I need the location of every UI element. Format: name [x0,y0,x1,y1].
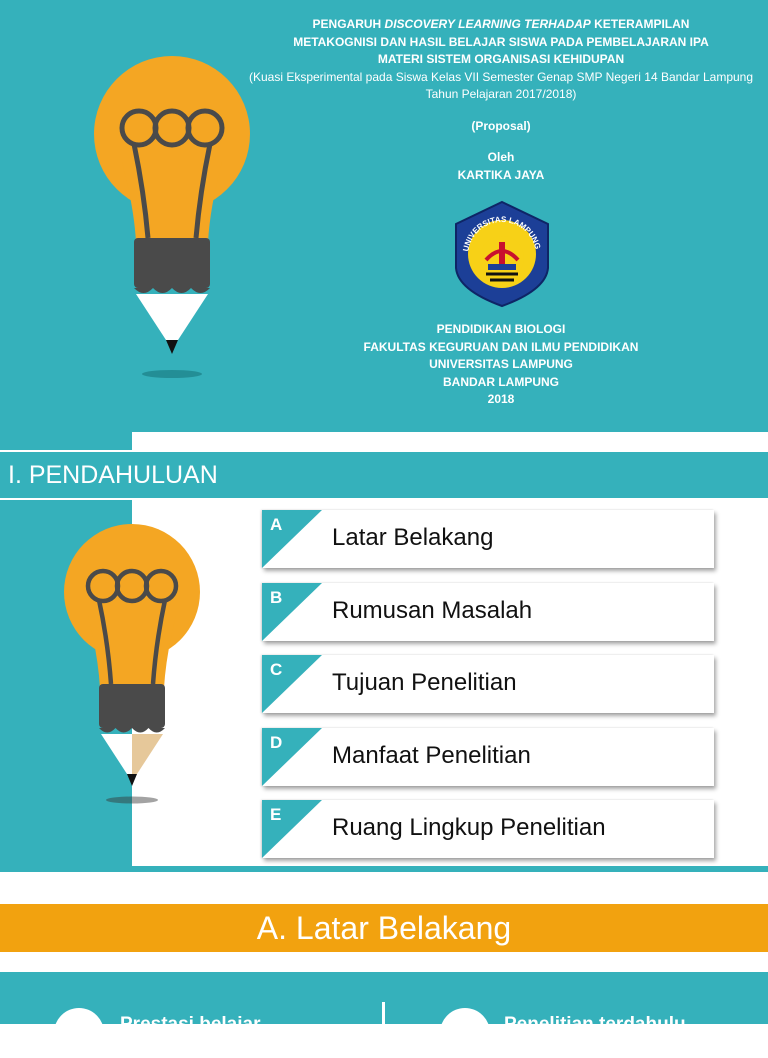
next-slide-partial [0,972,768,1035]
menu-item-label: Latar Belakang [332,524,494,551]
cover-title-block [236,16,766,184]
menu-item-ruang-lingkup[interactable] [262,800,714,858]
cover-proposal-label: (Proposal) [471,118,531,133]
menu-item-label: Ruang Lingkup Penelitian [332,814,606,841]
svg-text:UNIVERSITAS LAMPUNG: UNIVERSITAS LAMPUNG [461,214,543,253]
lightbulb-pencil-icon [62,510,202,810]
section-header [0,450,768,500]
university-emblem-icon [446,198,558,310]
cover-dept-line4: BANDAR LAMPUNG [443,374,559,389]
cover-title-line3: MATERI SISTEM ORGANISASI KEHIDUPAN [377,52,625,66]
menu-item-letter: D [270,733,283,752]
cover-dept-line1: PENDIDIKAN BIOLOGI [436,322,566,336]
lightbulb-pencil-icon [92,42,252,387]
cover-title-line1: PENGARUH DISCOVERY LEARNING TERHADAP KETERAMPILAN [312,17,690,31]
menu-item-latar-belakang[interactable] [262,510,714,568]
bullet-circle [440,1008,490,1058]
cover-year: 2018 [487,392,515,406]
bullet-circle [54,1008,104,1058]
menu-item-letter: E [270,805,282,824]
menu-item-letter: B [270,588,283,607]
intro-slide [0,432,768,872]
cover-dept-line3: UNIVERSITAS LAMPUNG [429,357,573,371]
menu-item-tujuan-penelitian[interactable] [262,655,714,713]
left-topic-text: Prestasi belajar [120,1014,261,1035]
section-header-title: I. PENDAHULUAN [8,461,218,489]
cover-by-label: Oleh [487,150,515,164]
university-logo [446,198,558,310]
cover-subtitle-line2: Tahun Pelajaran 2017/2018) [425,87,577,101]
cover-author: KARTIKA JAYA [457,167,545,182]
menu-item-rumusan-masalah[interactable] [262,583,714,641]
section-a-band [0,902,768,954]
cover-subtitle-line1: (Kuasi Eksperimental pada Siswa Kelas VII Semester Genap SMP Negeri 14 Bandar Lampung [248,69,754,84]
cover-dept-line2: FAKULTAS KEGURUAN DAN ILMU PENDIDIKAN [363,339,639,354]
menu-item-letter: C [270,660,283,679]
section-a-slide [0,872,768,972]
cover-title-line2: METAKOGNISI DAN HASIL BELAJAR SISWA PADA PEMBELAJARAN IPA [293,34,709,49]
column-divider [382,1002,385,1042]
menu-item-label: Manfaat Penelitian [332,742,531,769]
right-topic-text: Penelitian terdahulu [504,1014,686,1035]
menu-item-label: Rumusan Masalah [332,597,533,624]
menu-item-label: Tujuan Penelitian [332,669,517,696]
menu-item-manfaat-penelitian[interactable] [262,728,714,786]
cover-slide [0,0,768,432]
cover-department-block [236,321,766,409]
menu-item-letter: A [270,515,283,534]
section-a-title: A. Latar Belakang [256,910,512,946]
